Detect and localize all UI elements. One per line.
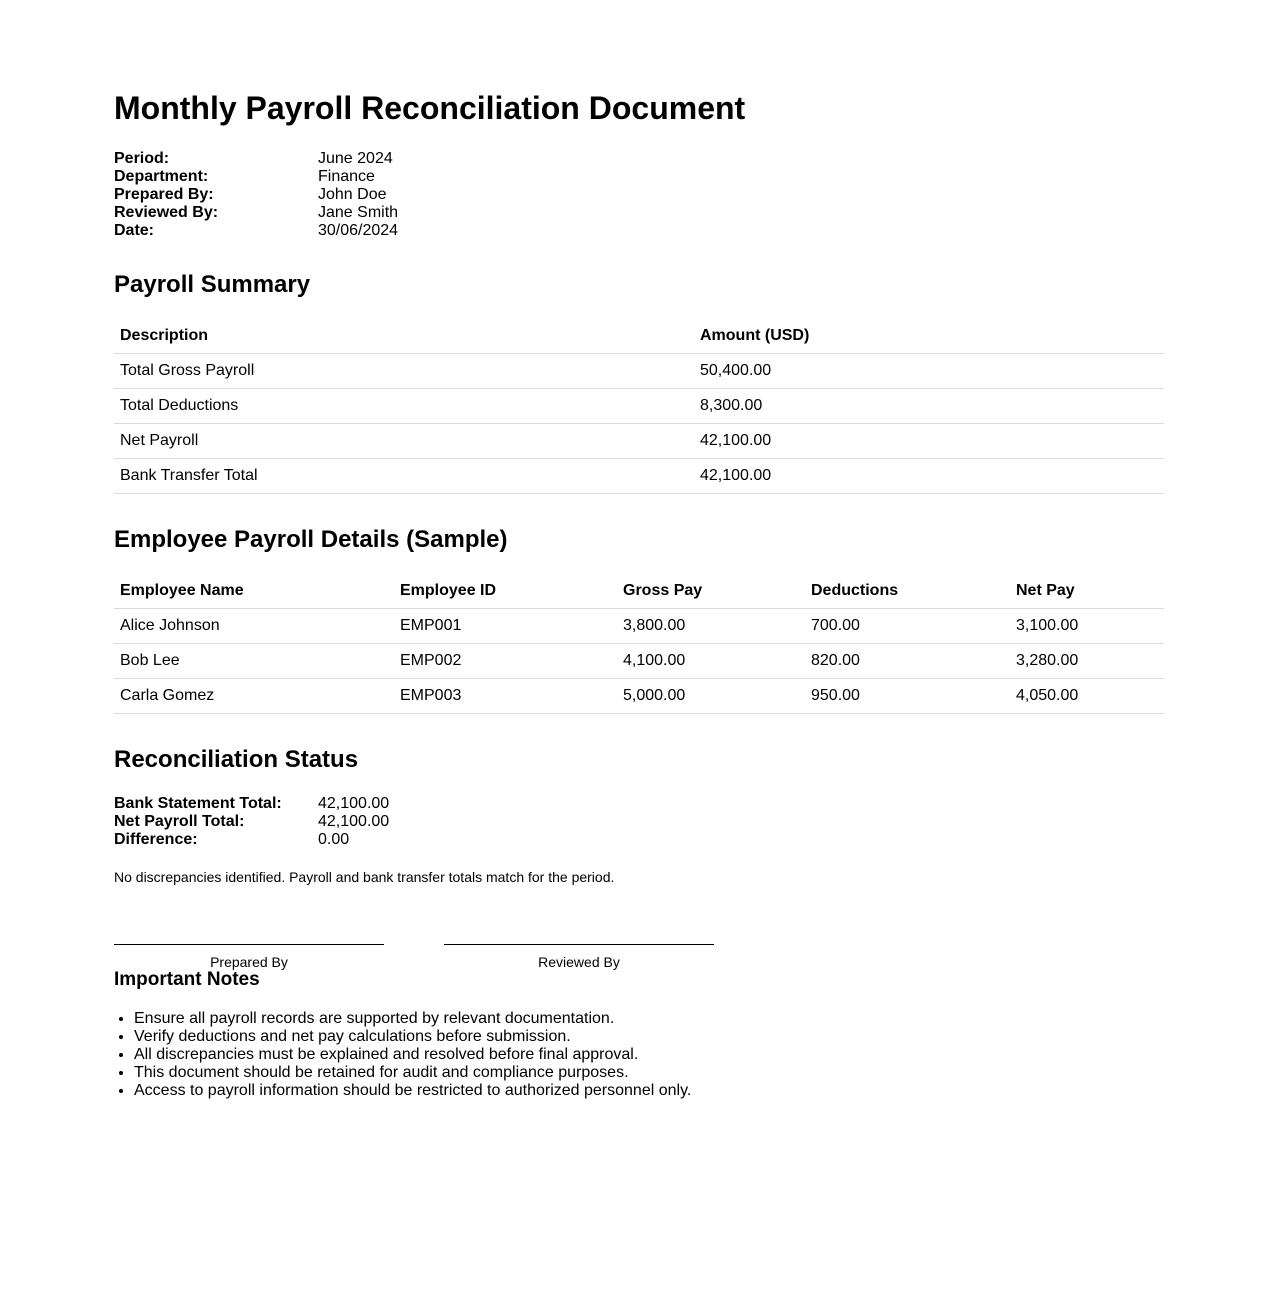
deductions-cell: 700.00 <box>805 609 1010 644</box>
gross-pay-cell: 4,100.00 <box>617 644 805 679</box>
gross-pay-cell: 5,000.00 <box>617 679 805 714</box>
employee-id-cell: EMP002 <box>394 644 617 679</box>
reconciliation-totals <box>114 795 389 849</box>
summary-amount-cell: 50,400.00 <box>694 354 1164 389</box>
meta-value: John Doe <box>318 186 387 203</box>
reconciliation-label: Difference: <box>114 831 198 848</box>
deductions-cell: 820.00 <box>805 644 1010 679</box>
reconciliation-row-net-payroll <box>114 813 389 831</box>
signature-prepared-by <box>114 944 384 970</box>
document-title: Monthly Payroll Reconciliation Document <box>114 90 746 126</box>
meta-label: Period: <box>114 150 170 167</box>
summary-amount-cell: 42,100.00 <box>694 459 1164 494</box>
meta-label: Prepared By: <box>114 186 214 203</box>
employee-details-table <box>114 574 1164 714</box>
payroll-summary-heading: Payroll Summary <box>114 271 311 298</box>
table-header-row <box>114 574 1164 609</box>
summary-description-cell: Total Gross Payroll <box>114 354 694 389</box>
employee-id-cell: EMP001 <box>394 609 617 644</box>
table-header-row <box>114 319 1164 354</box>
reconciliation-label: Net Payroll Total: <box>114 813 245 830</box>
reconciliation-value: 42,100.00 <box>318 795 390 812</box>
important-notes-heading: Important Notes <box>114 969 260 990</box>
meta-value: June 2024 <box>318 150 393 167</box>
table-row <box>114 424 1164 459</box>
summary-amount-cell: 8,300.00 <box>694 389 1164 424</box>
column-header-gross-pay: Gross Pay <box>617 574 805 609</box>
meta-row-period <box>114 150 398 168</box>
list-item: • Ensure all payroll records are supported by relevant documentation. <box>134 1010 691 1028</box>
meta-value: 30/06/2024 <box>318 222 399 239</box>
net-pay-cell: 4,050.00 <box>1010 679 1164 714</box>
employee-details-heading: Employee Payroll Details (Sample) <box>114 526 508 553</box>
table-row <box>114 354 1164 389</box>
meta-row-prepared-by <box>114 186 398 204</box>
meta-label: Date: <box>114 222 155 239</box>
signature-label: Reviewed By <box>538 954 620 970</box>
net-pay-cell: 3,280.00 <box>1010 644 1164 679</box>
document-meta <box>114 150 398 240</box>
list-item: • Access to payroll information should be restricted to authorized personnel only. <box>134 1082 691 1100</box>
meta-row-date <box>114 222 398 240</box>
meta-row-reviewed-by <box>114 204 398 222</box>
employee-name-cell: Bob Lee <box>114 644 394 679</box>
column-header-net-pay: Net Pay <box>1010 574 1164 609</box>
deductions-cell: 950.00 <box>805 679 1010 714</box>
signature-label: Prepared By <box>210 954 288 970</box>
column-header-employee-name: Employee Name <box>114 574 394 609</box>
reconciliation-status-heading: Reconciliation Status <box>114 746 359 773</box>
list-item: • All discrepancies must be explained and resolved before final approval. <box>134 1046 691 1064</box>
reconciliation-value: 0.00 <box>318 831 350 848</box>
summary-amount-cell: 42,100.00 <box>694 424 1164 459</box>
column-header-description: Description <box>114 319 694 354</box>
gross-pay-cell: 3,800.00 <box>617 609 805 644</box>
net-pay-cell: 3,100.00 <box>1010 609 1164 644</box>
important-notes-list <box>114 1010 691 1100</box>
table-row <box>114 679 1164 714</box>
meta-value: Finance <box>318 168 375 185</box>
reconciliation-row-difference <box>114 831 389 849</box>
meta-value: Jane Smith <box>318 204 399 221</box>
signature-reviewed-by <box>444 944 714 970</box>
table-row <box>114 459 1164 494</box>
summary-description-cell: Net Payroll <box>114 424 694 459</box>
column-header-employee-id: Employee ID <box>394 574 617 609</box>
list-item: • Verify deductions and net pay calculations before submission. <box>134 1028 691 1046</box>
table-row <box>114 644 1164 679</box>
column-header-amount: Amount (USD) <box>694 319 1164 354</box>
table-row <box>114 389 1164 424</box>
reconciliation-label: Bank Statement Total: <box>114 795 282 812</box>
column-header-deductions: Deductions <box>805 574 1010 609</box>
list-item: • This document should be retained for audit and compliance purposes. <box>134 1064 691 1082</box>
employee-name-cell: Alice Johnson <box>114 609 394 644</box>
employee-id-cell: EMP003 <box>394 679 617 714</box>
employee-name-cell: Carla Gomez <box>114 679 394 714</box>
summary-description-cell: Bank Transfer Total <box>114 459 694 494</box>
meta-label: Reviewed By: <box>114 204 219 221</box>
summary-description-cell: Total Deductions <box>114 389 694 424</box>
meta-row-department <box>114 168 398 186</box>
meta-label: Department: <box>114 168 209 185</box>
payroll-summary-table <box>114 319 1164 494</box>
reconciliation-note: No discrepancies identified. Payroll and bank transfer totals match for the period. <box>114 869 615 885</box>
reconciliation-row-bank-statement <box>114 795 389 813</box>
reconciliation-value: 42,100.00 <box>318 813 390 830</box>
table-row <box>114 609 1164 644</box>
